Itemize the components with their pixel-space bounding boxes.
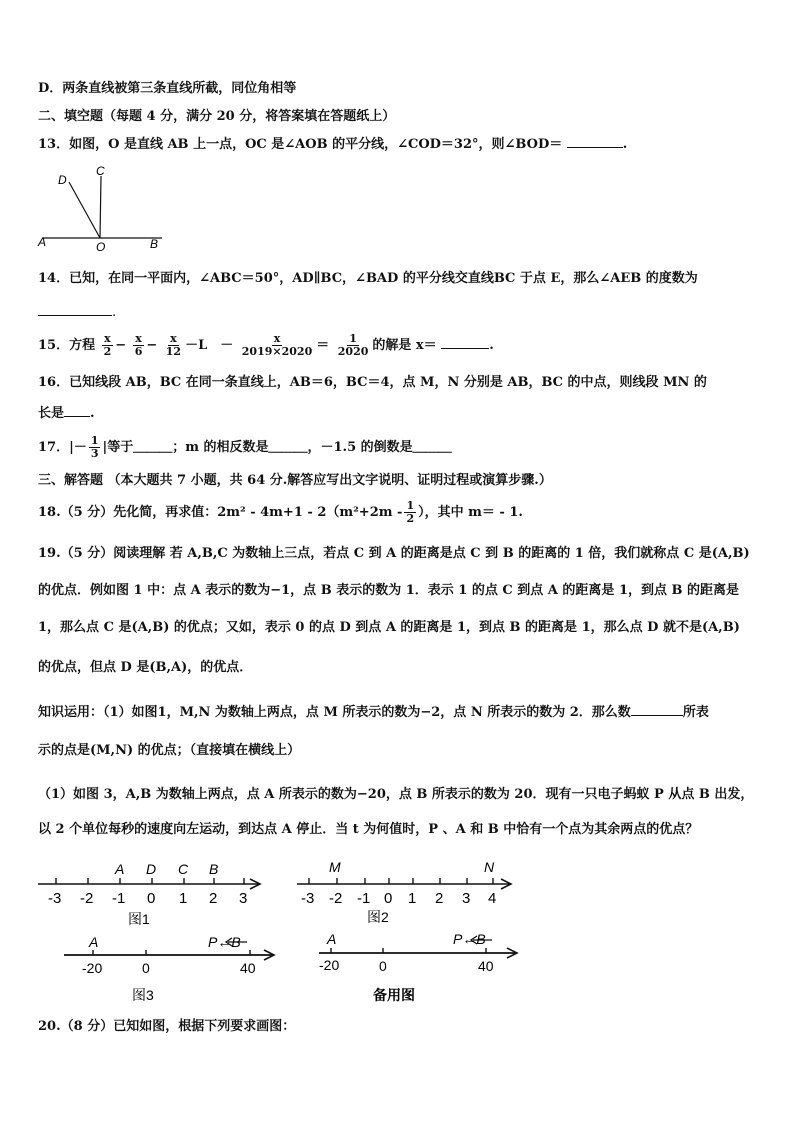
question-19-line8: 以 2 个单位每秒的速度向左运动，到达点 A 停止．当 t 为何值时，P 、A 和 B 中恰有一个点为其余两点的优点？ (38, 822, 699, 837)
tick-label: -2 (80, 890, 94, 907)
question-19-line2: 的优点．例如图 1 中：点 A 表示的数为−1，点 B 表示的数为 1．表示 1 的点 C 到点 A 的距离是 1，到点 B 的距离是 (38, 583, 740, 598)
fraction-1-3: $\frac{1}{3}$ (90, 434, 99, 460)
tick-label: -20 (82, 960, 103, 976)
fraction-x-6: $\frac{x}{6}$ (134, 332, 143, 358)
question-14: 14．已知，在同一平面内，∠ABC＝50°，AD∥BC，∠BAD 的平分线交直线BC 于点 E，那么∠AEB 的度数为 (38, 271, 698, 286)
q18-prefix: 18.（5 分）先化简，再求值：2m² - 4m+1 - 2（m²+2m - (38, 505, 403, 520)
tick-label: 40 (478, 958, 494, 974)
q15-middle: －L － (185, 338, 234, 353)
point-label-b: B (209, 861, 219, 877)
tick-label: 4 (488, 890, 497, 907)
q17-suffix: |等于＿＿＿；m 的相反数是＿＿＿，－1.5 的倒数是＿＿＿ (102, 440, 452, 455)
question-17 (38, 435, 452, 461)
question-20: 20.（8 分）已知如图，根据下列要求画图： (38, 1019, 296, 1034)
ray-oc (100, 176, 101, 238)
question-19-line6: 示的点是(M,N) 的优点；（直接填在横线上） (38, 743, 301, 758)
point-label-p-b: P←B (208, 934, 241, 950)
figure-caption: 备用图 (373, 987, 415, 1003)
question-19-line5 (38, 703, 709, 722)
tick-label: 2 (209, 890, 218, 907)
point-label-m: M (329, 859, 341, 875)
label-d: D (58, 173, 67, 187)
point-label-a: A (327, 931, 337, 947)
q19-application: 知识运用：（1）如图1，M,N 为数轴上两点，点 M 所表示的数为−2，点 N 所表示的数为 2．那么数 (38, 705, 631, 720)
question-19-line4: 的优点，但点 D 是(B,A)，的优点． (38, 660, 253, 675)
point-label-a: A (89, 934, 99, 950)
backup-number-line (315, 928, 525, 1004)
tick-label: -3 (301, 890, 315, 907)
ray-od (69, 182, 100, 238)
question-13: 13．如图，O 是直线 AB 上一点，OC 是∠AOB 的平分线，∠COD＝32°，则∠BOD＝ . (38, 137, 628, 152)
tick-label: -20 (319, 957, 340, 973)
fraction-x-2: $\frac{x}{2}$ (103, 332, 112, 358)
tick-label: 0 (379, 958, 387, 974)
point-label-n: N (484, 859, 495, 875)
question-19-line3: 1，那么点 C 是(A,B) 的优点；又如，表示 0 的点 D 到点 A 的距离是 1，到点 B 的距离是 1，那么点 D 就不是(A,B) (38, 620, 740, 635)
section-2-heading: 二、填空题（每题 4 分，满分 20 分，将答案填在答题纸上） (38, 109, 396, 124)
point-label-p-b: P←B (453, 931, 486, 947)
tick-label: 1 (179, 890, 188, 907)
label-c: C (96, 164, 105, 178)
tick-label: -3 (48, 890, 62, 907)
q17-prefix: 17．|－ (38, 440, 87, 455)
figure-3-number-line (60, 928, 280, 1004)
tick-label: 3 (462, 890, 471, 907)
question-13-text: 13．如图，O 是直线 AB 上一点，OC 是∠AOB 的平分线，∠COD＝32°，则∠BOD＝ (38, 137, 563, 152)
question-16-cont: 长是 . (38, 406, 95, 421)
tick-label: 40 (240, 960, 256, 976)
section-3-heading: 三、解答题 （本大题共 7 小题，共 64 分.解答应写出文字说明、证明过程或演算步骤.） (38, 473, 552, 488)
answer-blank-14 (38, 303, 112, 316)
figure-caption: 图1 (128, 911, 150, 927)
fraction-x-2019x2020: $\frac{x}{2019\times 2020}$ (241, 332, 313, 358)
point-label-d: D (146, 861, 157, 877)
figure-caption: 图2 (367, 909, 389, 925)
label-o: O (96, 240, 106, 254)
q16-tail: 长是 (38, 406, 65, 421)
answer-blank-19 (631, 703, 683, 716)
figure-13 (34, 162, 169, 254)
tick-label: 0 (142, 960, 150, 976)
tick-label: -1 (112, 890, 126, 907)
answer-blank-16 (64, 404, 90, 417)
figure-2-number-line (295, 856, 517, 928)
question-19-line7: （1）如图 3，A,B 为数轴上两点，点 A 所表示的数为−20，点 B 所表示的数为 20．现有一只电子蚂蚁 P 从点 B 出发， (38, 787, 754, 802)
label-b: B (150, 237, 159, 251)
tick-label: 3 (239, 890, 248, 907)
figure-1-number-line (36, 856, 268, 928)
tick-label: -1 (357, 890, 371, 907)
fraction-1-2020: $\frac{1}{2020}$ (337, 332, 369, 358)
q15-prefix: 15．方程 (38, 338, 96, 353)
question-18 (38, 500, 523, 526)
question-19-line1: 19.（5 分）阅读理解 若 A,B,C 为数轴上三点，若点 C 到 A 的距离是点 C 到 B 的距离的 1 倍，我们就称点 C 是(A,B) (38, 546, 750, 561)
tick-label: -2 (329, 890, 343, 907)
label-a: A (38, 235, 47, 249)
answer-blank-15 (441, 336, 489, 349)
fraction-1-2: $\frac{1}{2}$ (406, 499, 415, 525)
point-label-a: A (115, 861, 125, 877)
tick-label: 1 (408, 890, 417, 907)
tick-label: 2 (435, 890, 444, 907)
q19-application-tail: 所表 (682, 705, 709, 720)
tick-label: 0 (384, 890, 393, 907)
fraction-x-12: $\frac{x}{12}$ (165, 332, 182, 358)
question-16: 16．已知线段 AB，BC 在同一条直线上，AB＝6，BC＝4，点 M，N 分别是 AB，BC 的中点，则线段 MN 的 (38, 375, 707, 390)
q15-suffix: 的解是 x＝ (372, 338, 437, 353)
figure-caption: 图3 (132, 987, 154, 1003)
tick-label: 0 (147, 890, 156, 907)
point-label-c: C (178, 861, 189, 877)
option-d: D．两条直线被第三条直线所截，同位角相等 (38, 81, 297, 96)
question-15: 15．方程 $\frac{x}{2}$ − $\frac{x}{6}$ − $\frac{x}{12}$ －L － $\frac{x}{2019\times 2020}$ ＝ $\frac{1}{2020}$ 的解是 x＝ . (38, 332, 494, 358)
q18-suffix: ），其中 m＝ - 1. (418, 505, 523, 520)
answer-blank-13 (567, 135, 623, 148)
answer-blank-14-line: . (38, 303, 116, 322)
